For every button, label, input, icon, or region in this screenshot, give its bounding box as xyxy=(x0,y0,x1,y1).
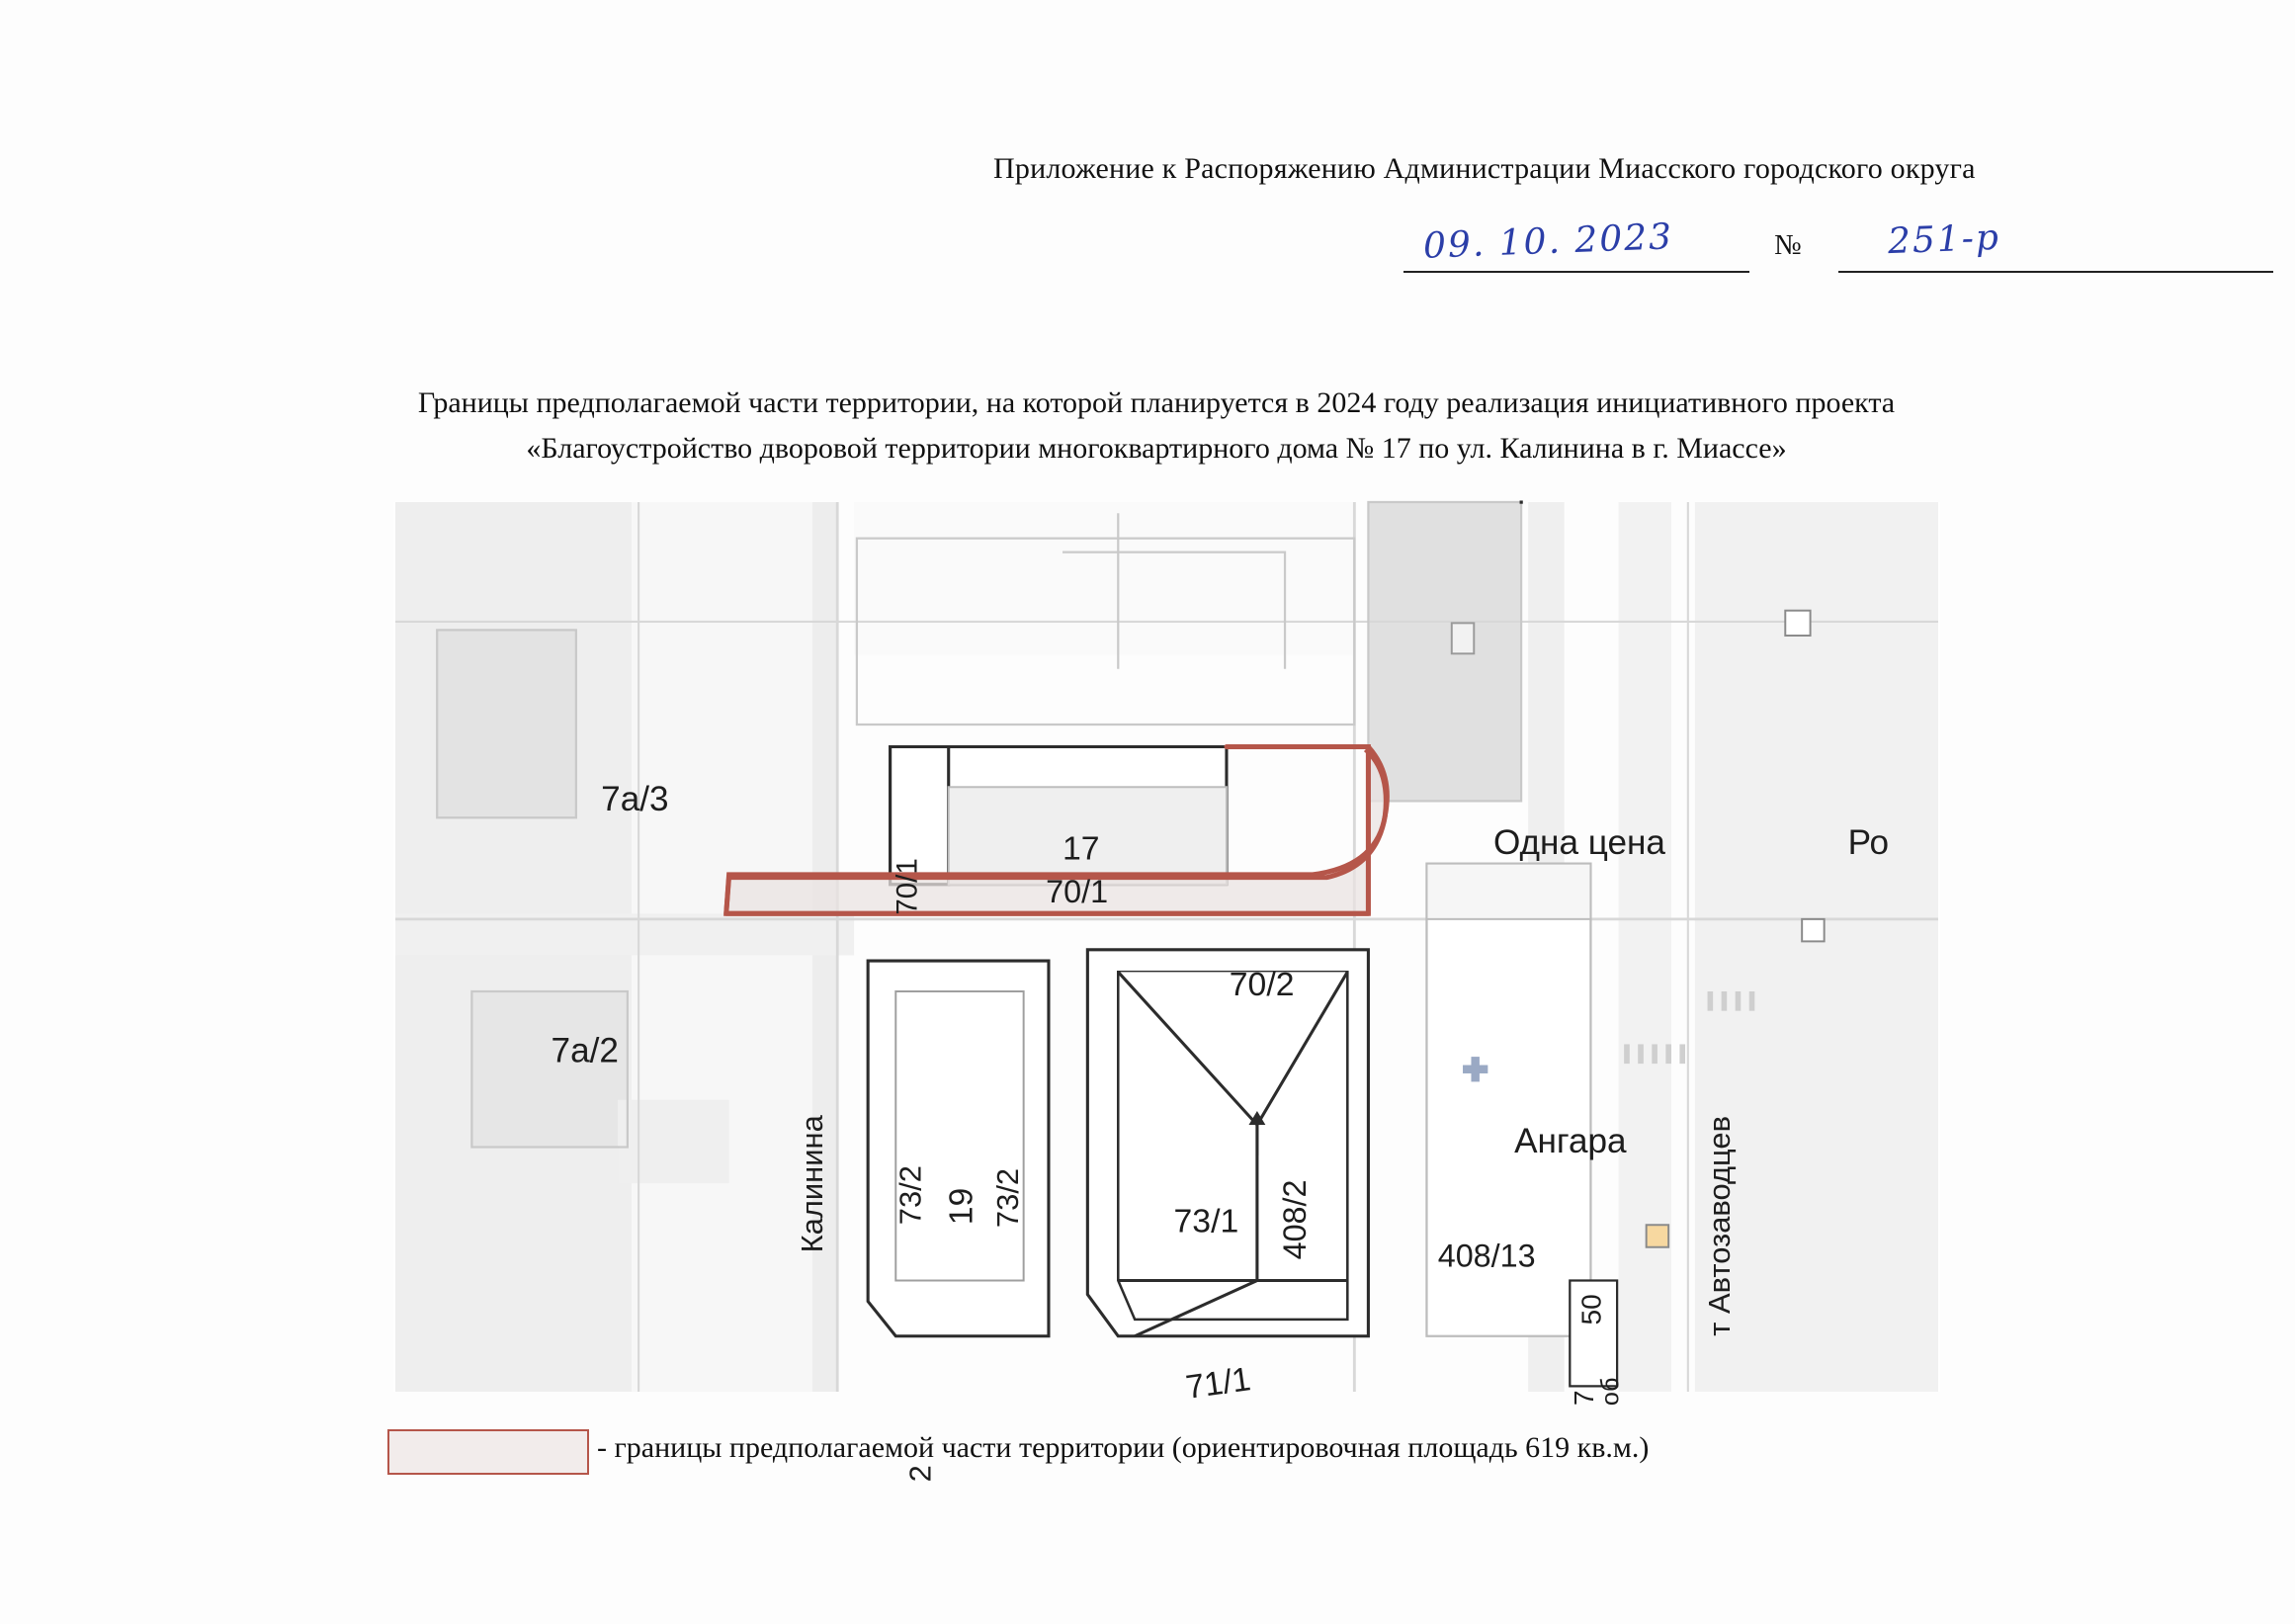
lbl-70-2: 70/2 xyxy=(1229,966,1295,1004)
lbl-408-13: 408/13 xyxy=(1437,1238,1536,1274)
appendix-header-text: Приложение к Распоряжению Администрации Миасского городского округа xyxy=(993,152,1976,185)
date-underline xyxy=(1403,271,1749,273)
lbl-7a2: 7а/2 xyxy=(551,1031,619,1070)
lbl-7: 7 xyxy=(1569,1390,1600,1407)
page-title xyxy=(188,381,2125,471)
lbl-ro: Ро xyxy=(1847,822,1889,862)
lbl-odna-cena: Одна цена xyxy=(1492,822,1665,862)
number-underline xyxy=(1838,271,2273,273)
date-and-number-row xyxy=(1403,216,2273,279)
lbl-71-1: 71/1 xyxy=(1183,1360,1253,1407)
handwritten-date: 09. 10. 2023 xyxy=(1422,216,1674,267)
lbl-avtozavodcev: т Автозаводцев xyxy=(1702,1115,1738,1336)
lbl-50: 50 xyxy=(1575,1294,1607,1325)
lbl-19: 19 xyxy=(942,1187,980,1226)
lbl-70-1-vert: 70/1 xyxy=(891,858,924,915)
legend xyxy=(387,1423,2068,1483)
lbl-angara: Ангара xyxy=(1514,1122,1627,1161)
lbl-73-2-b: 73/2 xyxy=(990,1167,1026,1229)
lbl-6b: об xyxy=(1596,1377,1625,1407)
lbl-73-2-a: 73/2 xyxy=(892,1165,928,1226)
lbl-17: 17 xyxy=(1062,829,1100,868)
number-label: № xyxy=(1774,229,1802,261)
handwritten-number: 251-р xyxy=(1887,216,2001,263)
lbl-7a3: 7а/3 xyxy=(601,780,669,819)
legend-swatch xyxy=(387,1429,589,1475)
legend-label: - границы предполагаемой части территории (ориентировочная площадь 619 кв.м.) xyxy=(597,1431,1650,1464)
page-title-line-1: Границы предполагаемой части территории, на которой планируется в 2024 году реализация инициативного проекта xyxy=(417,386,1896,419)
lbl-kalinina: Калинина xyxy=(794,1115,829,1253)
lbl-408-2: 408/2 xyxy=(1277,1179,1314,1260)
page-title-line-2: «Благоустройство дворовой территории многоквартирного дома № 17 по ул. Калинина в г. Миассе» xyxy=(526,432,1787,465)
lbl-70-1: 70/1 xyxy=(1046,874,1109,909)
lbl-73-1: 73/1 xyxy=(1173,1202,1239,1240)
lbl-2-edge: 2 xyxy=(902,1465,938,1483)
